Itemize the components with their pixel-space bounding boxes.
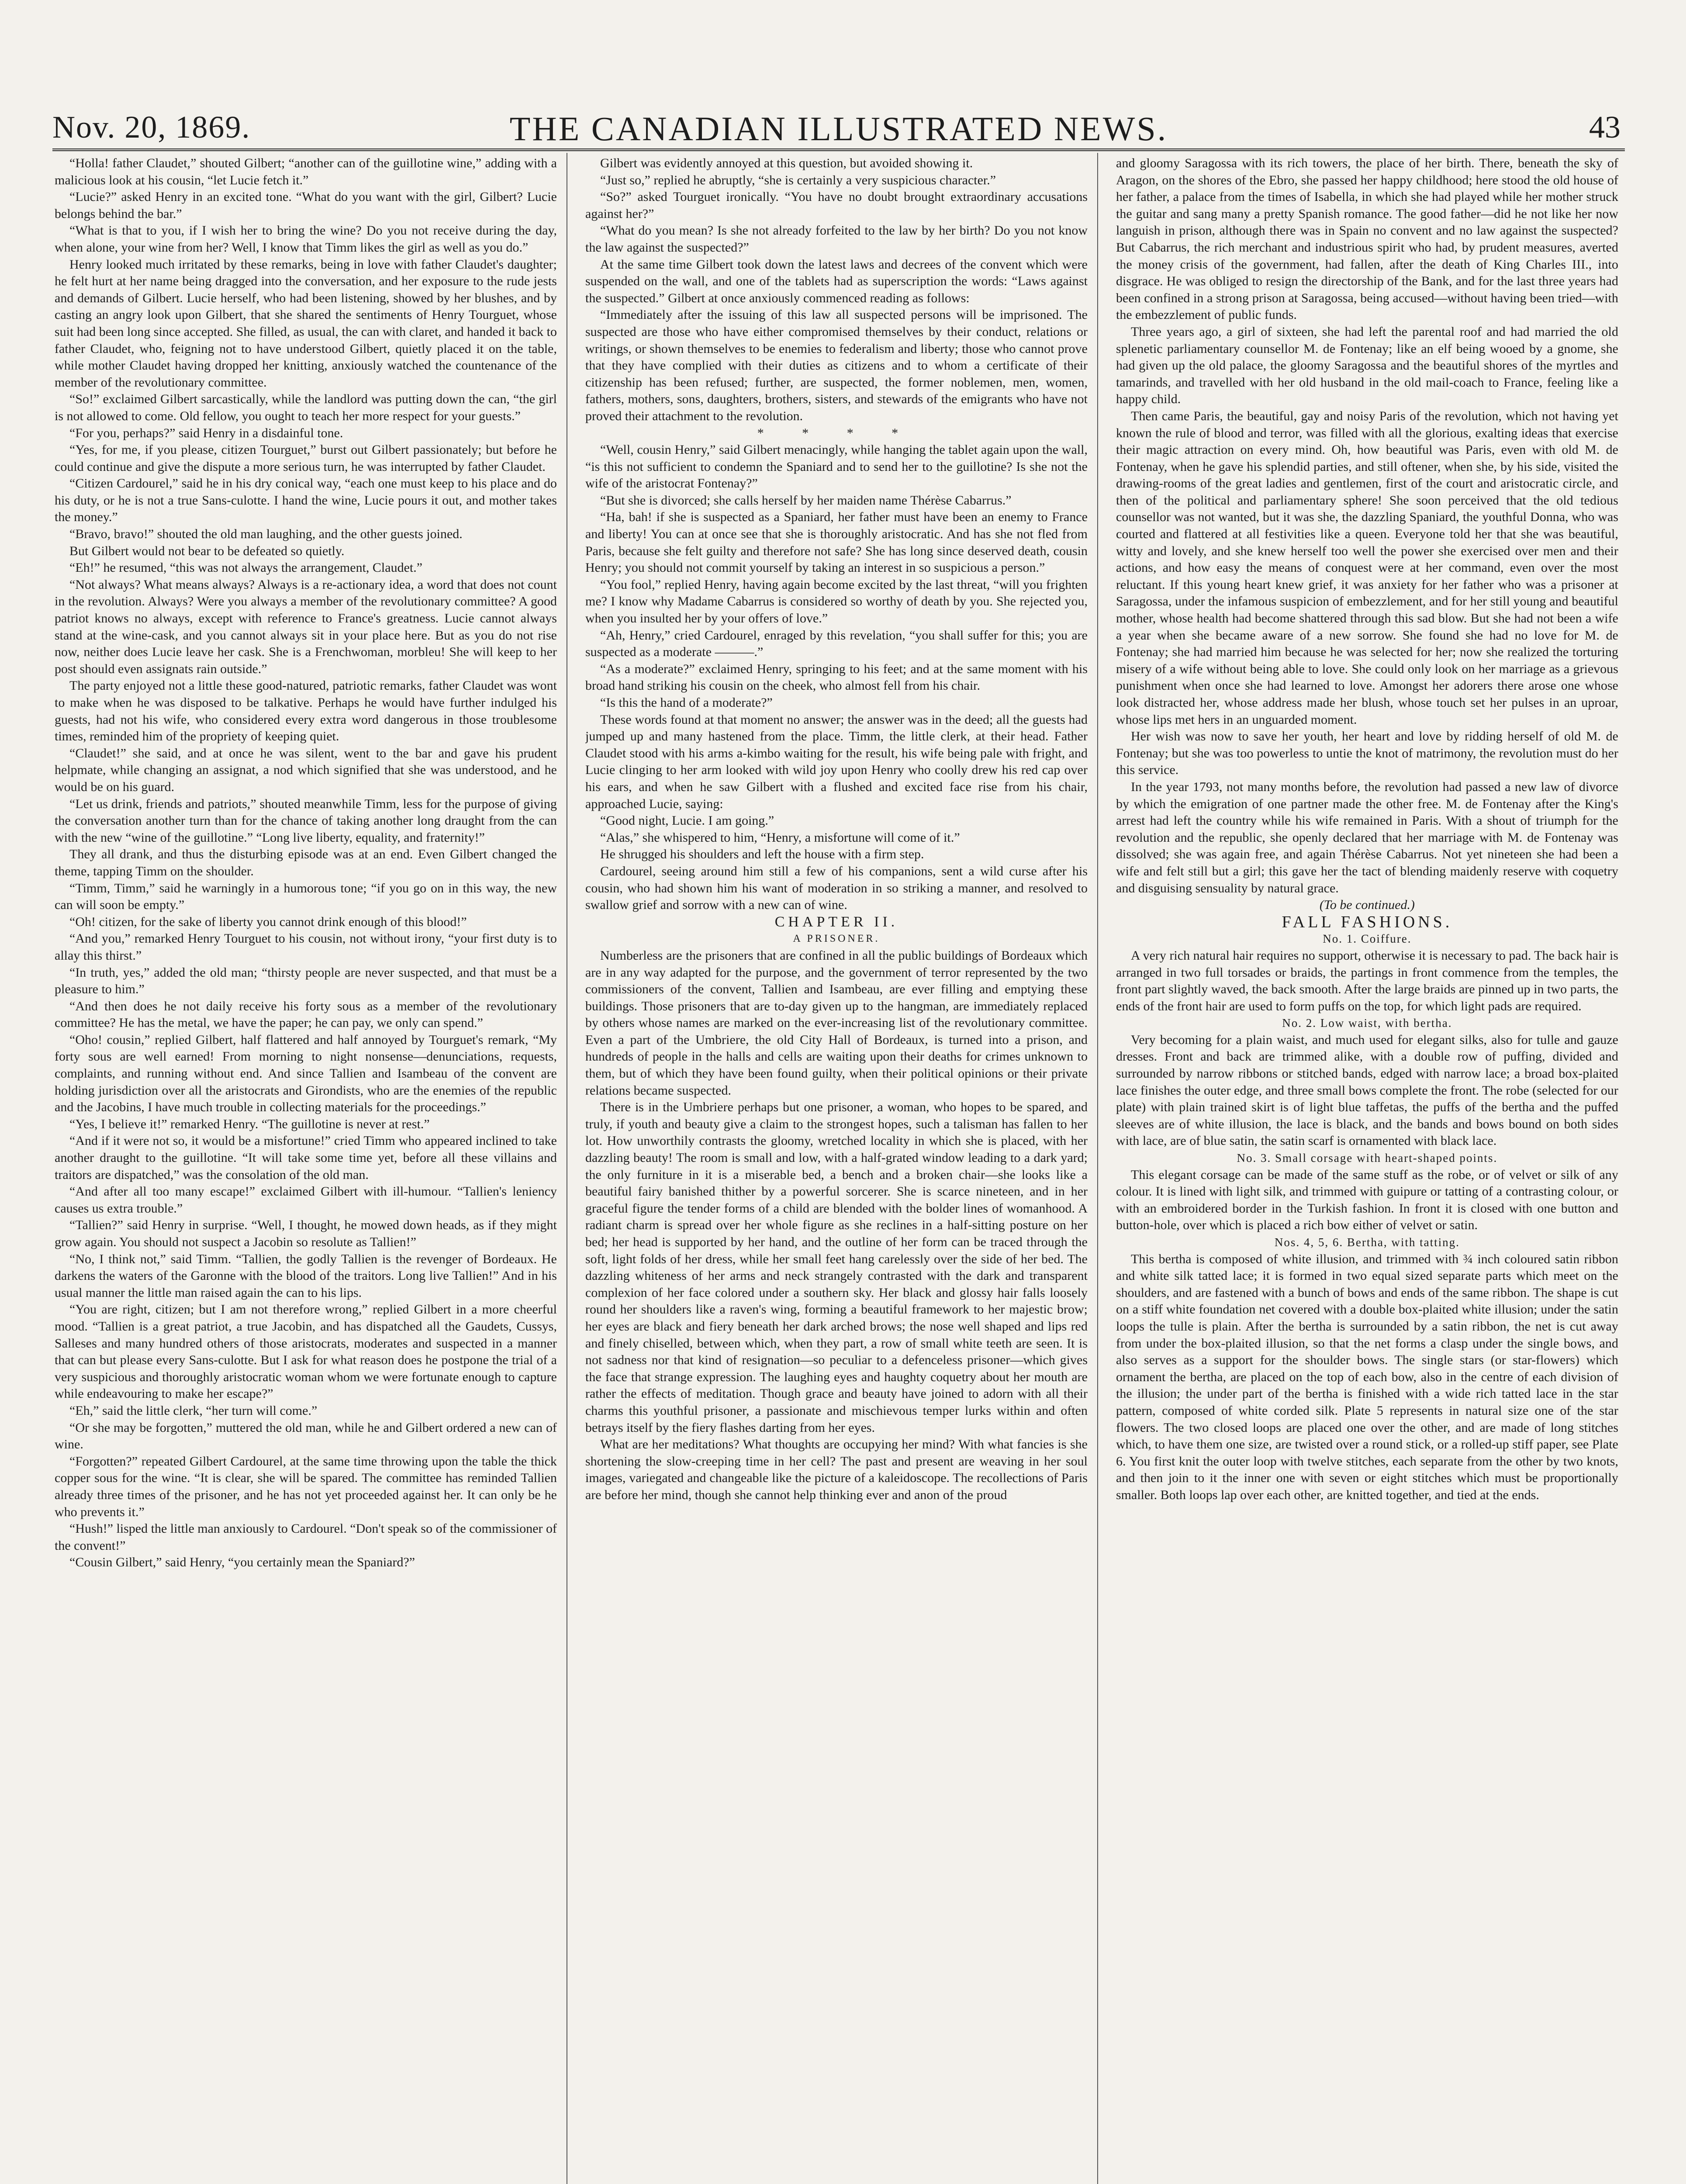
- paragraph: A very rich natural hair requires no support, otherwise it is necessary to pad. The back hair is arranged in two full torsades or braids, the partings in front commence from the temples, the front part slightly waved, the back smooth. After the large braids are pinned up in two parts, the ends of the front hair are used to form puffs on the top, for which light pads are required.: [1116, 948, 1618, 1013]
- paragraph: But Gilbert would not bear to be defeated so quietly.: [69, 543, 345, 558]
- paragraph: This elegant corsage can be made of the same stuff as the robe, or of velvet or silk of any colour. It is lined with light silk, and trimmed with guipure or tatting of a contrasting colour, or with an embroidered border in the Turkish fashion. In front it is closed with one button and button-hole, over which is placed a rich bow either of velvet or satin.: [1116, 1167, 1618, 1233]
- section-break-stars: * * * *: [757, 425, 916, 440]
- paragraph: They all drank, and thus the disturbing episode was at an end. Even Gilbert changed the theme, tapping Timm on the shoulder.: [55, 847, 557, 878]
- paragraph: Then came Paris, the beautiful, gay and noisy Paris of the revolution, which not having yet known the rule of blood and terror, was filled with all the glorious, exalting ideas that exercise their magic attraction on every mind. Oh, how beautiful was Paris, even with old M. de Fontenay, when he gave his splendid parties, and still oftener, when she, by his side, visited the drawing-rooms of the great ladies and gentlemen, first of the court and aristocratic circle, and then of the political and parliamentary sphere! She soon perceived that the old tedious counsellor was not wanted, but it was she, the dazzling Spaniard, the youthful Donna, who was courted and flattered at all festivities like a queen. Everyone told her that she was beautiful, witty and lovely, and she knew herself too well the power she exercised over men and their actions, and how easy the means of conquest were at her command, even over the most reluctant. If this young heart knew grief, it was anxiety for her father who was a prisoner at Saragossa, under the infamous suspicion of embezzlement, and for her still young and beautiful mother, whose health had become shattered through this sad blow. But she had not been a wife a year when she became aware of a new sorrow. She found she had no love for M. de Fontenay; she had married him because he was selected for her; now she realized the torturing misery of a wife without being able to love. She could only look on her marriage as a grievous punishment when once she had learned to love. Amongst her adorers there arose one whose look distracted her, whose address made her blush, whose touch set her pulses in an uproar, whose lips met hers in an unguarded moment.: [1116, 408, 1618, 727]
- paragraph: Her wish was now to save her youth, her heart and love by ridding herself of old M. de Fontenay; but she was too powerless to untie the knot of matrimony, the revolution must do her this service.: [1116, 729, 1618, 778]
- paragraph: “Eh,” said the little clerk, “her turn will come.”: [69, 1403, 318, 1418]
- paragraph: The party enjoyed not a little these good-natured, patriotic remarks, father Claudet was wont to make when he was disposed to be talkative. Perhaps he would have further indulged his guests, had not his wife, who considered every extra word dangerous in those troublesome times, reminded him of the propriety of keeping quiet.: [55, 678, 557, 744]
- paragraph: “Yes, for me, if you please, citizen Tourguet,” burst out Gilbert passionately; but before he could continue and give the dispute a more serious turn, he was interrupted by father Claudet.: [55, 442, 557, 474]
- paragraph: “Eh!” he resumed, “this was not always the arrangement, Claudet.”: [69, 560, 423, 575]
- paragraph: “You fool,” replied Henry, having again become excited by the last threat, “will you frighten me? I know why Madame Cabarrus is considered so worthy of death by you. She rejected you, when you insulted her by your offers of love.”: [585, 577, 1088, 626]
- newspaper-title: THE CANADIAN ILLUSTRATED NEWS.: [509, 110, 1168, 148]
- subsection-heading: No. 2. Low waist, with bertha.: [1282, 1016, 1452, 1030]
- column-3: [1116, 155, 1618, 2184]
- paragraph: “Oho! cousin,” replied Gilbert, half flattered and half annoyed by Tourguet's remark, “My forty sous are well earned! From morning to night nonsense—denunciations, requests, complaints, and running without end. And since Tallien and Isambeau of the convent are holding jurisdiction over all the aristocrats and Girondists, who are the enemies of the republic and the Jacobins, I have much trouble in collecting materials for the proceedings.”: [55, 1032, 557, 1115]
- paragraph: and gloomy Saragossa with its rich towers, the place of her birth. There, beneath the sky of Aragon, on the shores of the Ebro, she passed her happy childhood; here stood the old house of her father, a palace from the times of Isabella, in which she had played while her mother struck the guitar and sang many a pretty Spanish romance. The good father—did he not like her now languish in prison, although there was in Spain no convent and no law against the suspected? But Cabarrus, the rich merchant and industrious spirit who had, by prudent measures, averted the money crisis of the government, had fallen, after the death of King Charles III., into disgrace. He was obliged to resign the directorship of the Bank, and for the last three years had been confined in a strong prison at Saragossa, being accused—without having been tried—with the embezzlement of public funds.: [1116, 156, 1618, 322]
- masthead: [52, 100, 1625, 151]
- column-1: [55, 155, 557, 2184]
- paragraph: “What is that to you, if I wish her to bring the wine? Do you not receive during the day, when alone, your wine from her? Well, I know that Timm likes the girl as well as you do.”: [55, 223, 557, 255]
- paragraph: In the year 1793, not many months before, the revolution had passed a new law of divorce by which the emigration of one partner made the other free. M. de Fontenay after the King's arrest had left the country while his wife remained in Paris. With a shout of triumph for the revolution and the republic, she openly declared that her marriage with M. de Fontenay was dissolved; she was again free, and again Thérèse Cabarrus. Not yet nineteen she had been a wife and felt still but a girl; this gave her the tact of blending maidenly reserve with coquetry and disguising sensuality by natural grace.: [1116, 779, 1618, 895]
- paragraph: “As a moderate?” exclaimed Henry, springing to his feet; and at the same moment with his broad hand striking his cousin on the cheek, who almost fell from his chair.: [585, 661, 1088, 693]
- paragraph: “Forgotten?” repeated Gilbert Cardourel, at the same time throwing upon the table the thick copper sous for the wine. “It is clear, she will be spared. The committee has reminded Tallien already three times of the prisoner, and he has not yet proceeded against her. It can only be he who prevents it.”: [55, 1454, 557, 1519]
- paragraph: “Tallien?” said Henry in surprise. “Well, I thought, he mowed down heads, as if they might grow again. You should not suspect a Jacobin so resolute as Tallien!”: [55, 1218, 557, 1249]
- paragraph: “No, I think not,” said Timm. “Tallien, the godly Tallien is the revenger of Bordeaux. He darkens the waters of the Garonne with the blood of the traitors. Long live Tallien!” And in his usual manner the little man raised again the can to his lips.: [55, 1251, 557, 1300]
- paragraph: “And you,” remarked Henry Tourguet to his cousin, not without irony, “your first duty is to allay this thirst.”: [55, 931, 557, 963]
- paragraph: “Immediately after the issuing of this law all suspected persons will be imprisoned. The suspected are those who have either compromised themselves by their conduct, relations or writings, or shown themselves to be enemies to federalism and liberty; those who cannot prove that they have complied with their duties as citizens and to whom a certificate of their citizenship has been refused; further, are suspected, the former noblemen, men, women, fathers, mothers, sons, daughters, brothers, sisters, and stewards of the emigrants who have not proved their attachment to the revolution.: [585, 308, 1088, 423]
- paragraph: What are her meditations? What thoughts are occupying her mind? With what fancies is she shortening the slow-creeping time in her cell? The past and present are weaving in her soul images, variegated and changeable like the picture of a kaleidoscope. The recollections of Paris are before her mind, though she cannot help thinking ever and anon of the proud: [585, 1437, 1088, 1502]
- paragraph: “Holla! father Claudet,” shouted Gilbert; “another can of the guillotine wine,” adding with a malicious look at his cousin, “let Lucie fetch it.”: [55, 156, 557, 187]
- paragraph: There is in the Umbriere perhaps but one prisoner, a woman, who hopes to be spared, and truly, if youth and beauty give a claim to the strongest hopes, such a talisman has fallen to her lot. How unworthily contrasts the gloomy, wretched locality in which she is placed, with her dazzling beauty! The room is small and low, with a half-grated window leading to a dark yard; the only furniture in it is a miserable bed, a bench and a broken chair—she looks like a beautiful fairy banished thither by a powerful sorcerer. She is scarce nineteen, and in her graceful figure the tender forms of a child are blended with the bolder lines of womanhood. A radiant charm is spread over her whole figure as she reclines in a half-sitting posture on her bed; her head is supported by her hand, and the outline of her form can be traced through the soft, light folds of her dress, while her small feet hang carelessly over the side of her bed. The dazzling whiteness of her arms and neck strangely contrasted with the dark and transparent complexion of her face colored under a southern sky. Her black and glossy hair falls loosely round her shoulders like a raven's wing, forming a beautiful framework to her majestic brow; her eyes are black and fiery beneath her dark arched brows; the nose well shaped and lips red and finely chiselled, between which, when they part, a row of small white teeth are seen. It is not sadness nor that kind of resignation—so peculiar to a defenceless prisoner—which gives the face that strange expression. The laughing eyes and haughty coquetry about her mouth are rather the effects of meditation. Though grace and beauty have joined to adorn with all their charms this youthful prisoner, a passionate and mischievous temper lurks within and often betrays itself by the fiery flashes darting from her eyes.: [585, 1100, 1088, 1435]
- paragraph: “Well, cousin Henry,” said Gilbert menacingly, while hanging the tablet again upon the wall, “is this not sufficient to condemn the Spaniard and to send her to the guillotine? Is she not the wife of the aristocrat Fontenay?”: [585, 442, 1088, 491]
- paragraph: These words found at that moment no answer; the answer was in the deed; all the guests had jumped up and many hastened from the place. Timm, the little clerk, at their head. Father Claudet stood with his arms a-kimbo waiting for the result, his wife being pale with fright, and Lucie clinging to her arm looked with wild joy upon Henry who coolly drew his red cap over his ears, and when he saw Gilbert with a flushed and excited face rise from his chair, approached Lucie, saying:: [585, 712, 1088, 811]
- subsection-heading: Nos. 4, 5, 6. Bertha, with tatting.: [1275, 1236, 1460, 1249]
- paragraph: At the same time Gilbert took down the latest laws and decrees of the convent which were suspended on the wall, and one of the tablets had as superscription the words: “Laws against the suspected.” Gilbert at once anxiously commenced reading as follows:: [585, 257, 1088, 305]
- to-be-continued: (To be continued.): [1319, 898, 1415, 912]
- paragraph: “Not always? What means always? Always is a re-actionary idea, a word that does not count in the revolution. Always? Were you always a member of the revolutionary committee? A good patriot knows no always, except with reference to France's greatness. Lucie cannot always stand at the wine-cask, and you cannot always sit in your place here. But as you do not rise now, neither does Lucie leave her cask. She is a Frenchwoman, morbleu! She will keep to her post should even assignats rain outside.”: [55, 577, 557, 676]
- paragraph: “And if it were not so, it would be a misfortune!” cried Timm who appeared inclined to take another draught to the guillotine. “It will take some time yet, before all these villains and traitors are dispatched,” was the consolation of the old man.: [55, 1133, 557, 1182]
- subsection-heading: No. 3. Small corsage with heart-shaped points.: [1237, 1151, 1498, 1165]
- paragraph: “For you, perhaps?” said Henry in a disdainful tone.: [69, 425, 343, 440]
- paragraph: “But she is divorced; she calls herself by her maiden name Thérèse Cabarrus.”: [600, 493, 1012, 508]
- paragraph: He shrugged his shoulders and left the house with a firm step.: [600, 847, 924, 862]
- paragraph: Numberless are the prisoners that are confined in all the public buildings of Bordeaux which are in any way adapted for the purpose, and the government of terror represented by the two commissioners of the convent, Tallien and Isambeau, are ever filling and emptying these buildings. Those prisoners that are to-day given up to the hangman, are immediately replaced by others whose names are marked on the ever-increasing list of the revolutionary committee. Even a part of the Umbriere, the old City Hall of Bordeaux, is turned into a prison, and hundreds of people in the halls and cells are waiting upon their deaths for crimes unknown to them, but of which they have been found guilty, when their political opinions or their private relations became suspected.: [585, 948, 1088, 1098]
- section-heading: FALL FASHIONS.: [1282, 912, 1453, 931]
- paragraph: “And after all too many escape!” exclaimed Gilbert with ill-humour. “Tallien's leniency causes us extra trouble.”: [55, 1184, 557, 1216]
- issue-date: Nov. 20, 1869.: [52, 110, 251, 145]
- subsection-heading: No. 1. Coiffure.: [1323, 932, 1412, 946]
- paragraph: “Good night, Lucie. I am going.”: [600, 813, 774, 828]
- paragraph: “So?” asked Tourguet ironically. “You have no doubt brought extraordinary accusations against her?”: [585, 190, 1088, 221]
- page-number: 43: [1589, 110, 1620, 145]
- paragraph: This bertha is composed of white illusion, and trimmed with ¾ inch coloured satin ribbon and white silk tatted lace; it is formed in two equal sized separate parts which meet on the shoulders, and are fastened with a bunch of bows and ends of the same ribbon. The shape is cut on a stiff white foundation net covered with a double box-plaited white illusion; under the satin loops the tulle is plain. After the bertha is surrounded by a satin ribbon, the net is cut away from under the box-plaited illusion, so that the net forms a clasp under the single bows, and also serves as a support for the shoulder bows. The single stars (or star-flowers) which ornament the bertha, are placed on the top of each bow, also in the centre of each division of the illusion; the under part of the bertha is finished with a wide rich tatted lace in the star pattern, composed of white corded silk. Plate 5 represents in natural size one of the star flowers. The two closed loops are placed one over the other, and are made of long stitches which, to have them one size, are twisted over a round stick, or a rolled-up stiff paper, see Plate 6. You first knit the outer loop with twelve stitches, each separate from the other by two knots, and then join to it the inner one with seven or eight stitches which must be proportionally smaller. Both loops lap over each other, are knitted together, and tied at the ends.: [1116, 1251, 1618, 1502]
- paragraph: “Is this the hand of a moderate?”: [600, 695, 773, 710]
- chapter-subheading: A PRISONER.: [793, 933, 880, 945]
- paragraph: “Alas,” she whispered to him, “Henry, a misfortune will come of it.”: [600, 830, 960, 845]
- paragraph: Three years ago, a girl of sixteen, she had left the parental roof and had married the old splenetic parliamentary counsellor M. de Fontenay; like an elf being wooed by a gnome, she had given up the old palace, the gloomy Saragossa and the beautiful shores of the myrtles and tamarinds, and travelled with her old husband in the old mail-coach to France, feeling like a happy child.: [1116, 324, 1618, 407]
- paragraph: Cardourel, seeing around him still a few of his companions, sent a wild curse after his cousin, who had shown him his want of moderation in so striking a manner, and resolved to swallow grief and sorrow with a new can of wine.: [585, 864, 1088, 912]
- paragraph: “Claudet!” she said, and at once he was silent, went to the bar and gave his prudent helpmate, while changing an assignat, a nod which signified that she was understood, and he would be on his guard.: [55, 746, 557, 794]
- paragraph: “Just so,” replied he abruptly, “she is certainly a very suspicious character.”: [600, 173, 996, 187]
- paragraph: Henry looked much irritated by these remarks, being in love with father Claudet's daughter; he felt hurt at her name being dragged into the conversation, and her exposure to the rude jests and demands of Gilbert. Lucie herself, who had been listening, showed by her blushes, and by casting an angry look upon Gilbert, that she shared the sentiments of Henry Tourguet, whose suit had been long since accepted. She filled, as usual, the can with claret, and handed it back to father Claudet, who, feigning not to have understood Gilbert, quietly placed it on the table, while mother Claudet having dropped her knitting, anxiously watched the countenance of the member of the revolutionary committee.: [55, 257, 557, 390]
- paragraph: “Ha, bah! if she is suspected as a Spaniard, her father must have been an enemy to France and liberty! You can at once see that she is thoroughly aristocratic. And has she not fled from Paris, because she felt guilty and therefore not safe? She has long since deserved death, cousin Henry; you should not commit yourself by taking an interest in so suspicious a person.”: [585, 510, 1088, 575]
- paragraph: “You are right, citizen; but I am not therefore wrong,” replied Gilbert in a more cheerful mood. “Tallien is a great patriot, a true Jacobin, and has dispatched all the Gaudets, Cussys, Salleses and many hundred others of those aristocrats, moderates and suspected in a manner that can but please every Sans-culotte. But I ask for what reason does he postpone the trial of a very suspicious and thoroughly aristocratic woman whom we were fortunate enough to capture while endeavouring to make her escape?”: [55, 1302, 557, 1401]
- paragraph: “Let us drink, friends and patriots,” shouted meanwhile Timm, less for the purpose of giving the conversation another turn than for the chance of taking another long draught from the can with the new “wine of the guillotine.” “Long live liberty, equality, and fraternity!”: [55, 796, 557, 845]
- paragraph: “In truth, yes,” added the old man; “thirsty people are never suspected, and that must be a pleasure to him.”: [55, 965, 557, 997]
- paragraph: “What do you mean? Is she not already forfeited to the law by her birth? Do you not know the law against the suspected?”: [585, 223, 1088, 255]
- paragraph: “Bravo, bravo!” shouted the old man laughing, and the other guests joined.: [69, 527, 463, 542]
- paragraph: “Oh! citizen, for the sake of liberty you cannot drink enough of this blood!”: [69, 914, 467, 929]
- paragraph: “Or she may be forgotten,” muttered the old man, while he and Gilbert ordered a new can of wine.: [55, 1420, 557, 1452]
- chapter-heading: CHAPTER II.: [774, 913, 898, 930]
- paragraph: Gilbert was evidently annoyed at this question, but avoided showing it.: [600, 156, 973, 170]
- paragraph: “Citizen Cardourel,” said he in his dry conical way, “each one must keep to his place and do his duty, or he is not a true Sans-culotte. I hand the wine, Lucie pours it out, and mother takes the money.”: [55, 476, 557, 525]
- paragraph: “Yes, I believe it!” remarked Henry. “The guillotine is never at rest.”: [69, 1116, 430, 1131]
- paragraph: “Timm, Timm,” said he warningly in a humorous tone; “if you go on in this way, the new can will soon be empty.”: [55, 881, 557, 912]
- paragraph: “And then does he not daily receive his forty sous as a member of the revolutionary committee? He has the metal, we have the paper; he can pay, we only can spend.”: [55, 999, 557, 1030]
- paragraph: “So!” exclaimed Gilbert sarcastically, while the landlord was putting down the can, “the girl is not allowed to come. Old fellow, you ought to teach her more respect for your guests.”: [55, 392, 557, 423]
- paragraph: “Lucie?” asked Henry in an excited tone. “What do you want with the girl, Gilbert? Lucie belongs behind the bar.”: [55, 190, 557, 221]
- column-divider: [1097, 153, 1098, 2184]
- paragraph: “Hush!” lisped the little man anxiously to Cardourel. “Don't speak so of the commissioner of the convent!”: [55, 1521, 557, 1553]
- paragraph: Very becoming for a plain waist, and much used for elegant silks, also for tulle and gauze dresses. Front and back are trimmed alike, with a double row of puffing, divided and surrounded by narrow ribbons or stitched bands, edged with narrow lace; a broad box-plaited lace finishes the outer edge, and three small bows complete the front. The robe (selected for our plate) with plain trained skirt is of light blue taffetas, the puffs of the bertha and the puffed sleeves are of white illusion, the lace is black, and the bands and bows bound on both sides with lace, are of blue satin, the satin scarf is ornamented with black lace.: [1116, 1032, 1618, 1148]
- paragraph: “Ah, Henry,” cried Cardourel, enraged by this revelation, “you shall suffer for this; you are suspected as a moderate ———.”: [585, 628, 1088, 660]
- column-2: [585, 155, 1088, 2184]
- paragraph: “Cousin Gilbert,” said Henry, “you certainly mean the Spaniard?”: [69, 1555, 415, 1570]
